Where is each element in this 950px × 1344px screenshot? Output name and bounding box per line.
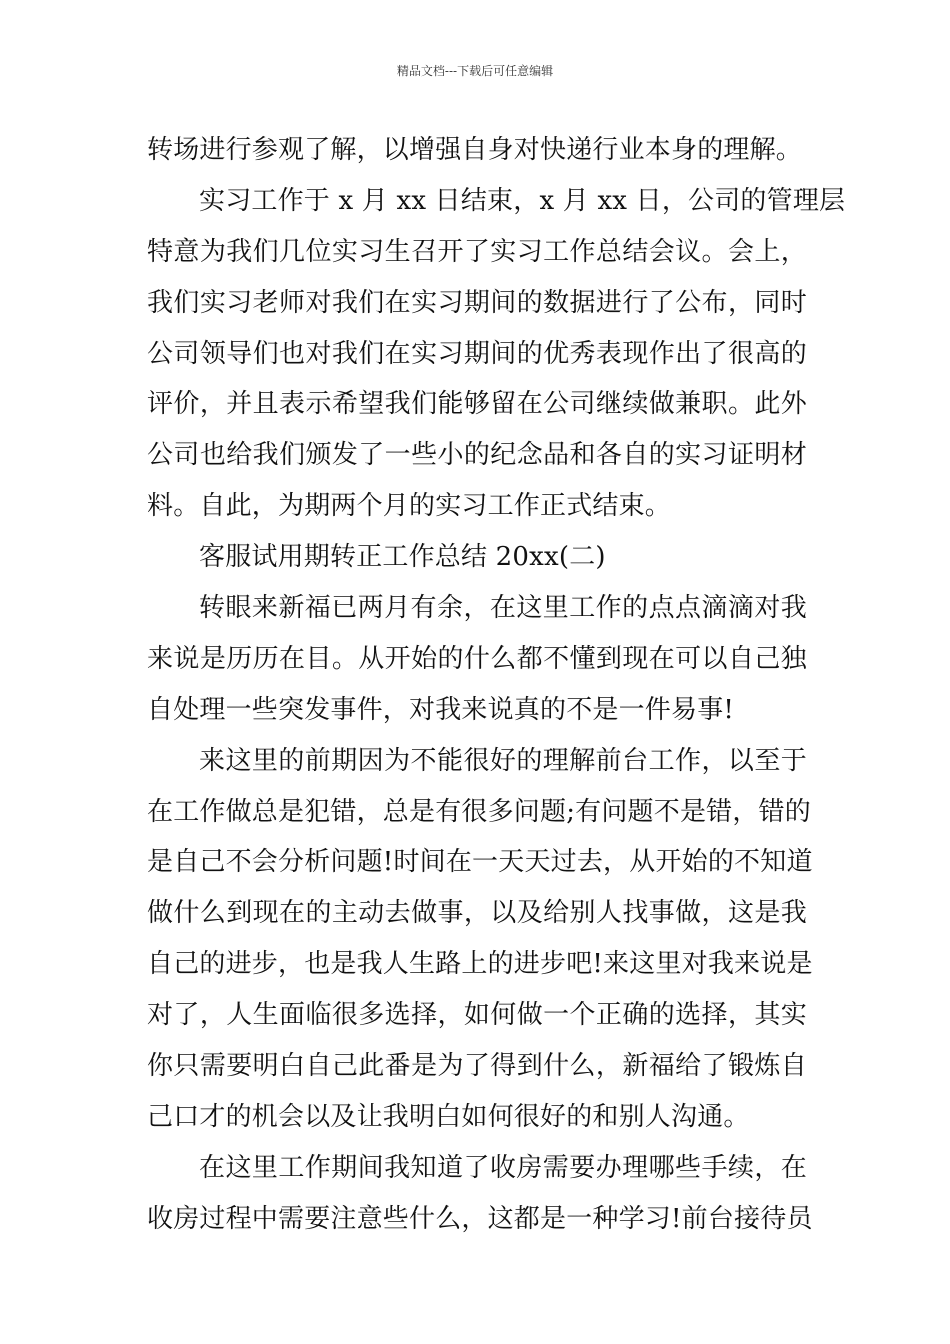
text-line: 客服试用期转正工作总结 20xx(二) bbox=[199, 542, 606, 573]
text-line: 己口才的机会以及让我明白如何很好的和别人沟通。 bbox=[147, 1101, 750, 1132]
text-line: 公司也给我们颁发了一些小的纪念品和各自的实习证明材 bbox=[147, 440, 807, 471]
text-line: 公司领导们也对我们在实习期间的优秀表现作出了很高的 bbox=[147, 338, 807, 369]
page-header: 精品文档---下载后可任意编辑 bbox=[396, 64, 554, 78]
text-line: 在这里工作期间我知道了收房需要办理哪些手续，在 bbox=[199, 1152, 807, 1183]
text-line: 实习工作于 x 月 xx 日结束，x 月 xx 日，公司的管理层 bbox=[199, 185, 846, 216]
text-line: 我们实习老师对我们在实习期间的数据进行了公布，同时 bbox=[147, 287, 807, 318]
text-line: 你只需要明白自己此番是为了得到什么，新福给了锻炼自 bbox=[147, 1051, 807, 1082]
text-line: 自处理一些突发事件，对我来说真的不是一件易事! bbox=[147, 694, 735, 725]
text-line: 评价，并且表示希望我们能够留在公司继续做兼职。此外 bbox=[147, 389, 807, 420]
text-line: 是自己不会分析问题!时间在一天天过去，从开始的不知道 bbox=[147, 847, 813, 878]
text-line: 收房过程中需要注意些什么，这都是一种学习!前台接待员 bbox=[147, 1203, 813, 1234]
text-line: 特意为我们几位实习生召开了实习工作总结会议。会上， bbox=[147, 236, 807, 267]
text-line: 自己的进步，也是我人生路上的进步吧!来这里对我来说是 bbox=[147, 949, 813, 980]
text-line: 来说是历历在目。从开始的什么都不懂到现在可以自己独 bbox=[147, 643, 807, 674]
text-line: 做什么到现在的主动去做事，以及给别人找事做，这是我 bbox=[147, 898, 807, 929]
document-body bbox=[147, 125, 846, 1245]
text-line: 料。自此，为期两个月的实习工作正式结束。 bbox=[147, 491, 672, 522]
text-line: 对了，人生面临很多选择，如何做一个正确的选择，其实 bbox=[147, 1000, 807, 1031]
text-line: 转场进行参观了解，以增强自身对快递行业本身的理解。 bbox=[147, 135, 803, 165]
text-line: 来这里的前期因为不能很好的理解前台工作，以至于 bbox=[199, 745, 807, 776]
text-line: 转眼来新福已两月有余，在这里工作的点点滴滴对我 bbox=[199, 593, 807, 624]
text-line: 在工作做总是犯错，总是有很多问题;有问题不是错，错的 bbox=[147, 796, 811, 827]
